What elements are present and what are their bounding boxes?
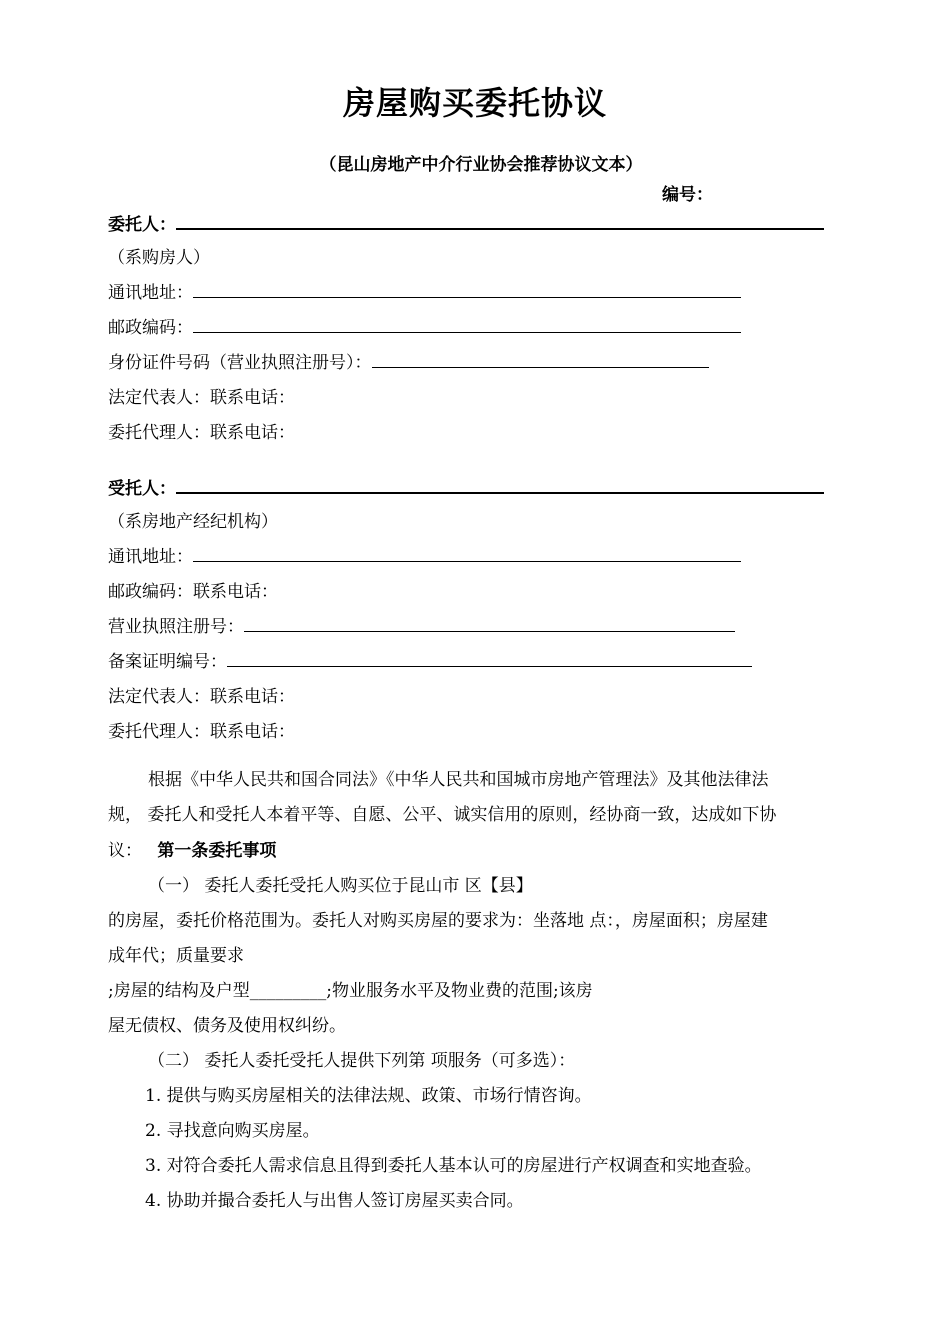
intro-line-1: 根据《中华人民共和国合同法》《中华人民共和国城市房地产管理法》及其他法律法 — [148, 770, 769, 790]
principal-id-row — [108, 348, 709, 373]
trustee-address-field[interactable] — [193, 543, 741, 562]
trustee-row — [108, 472, 824, 499]
principal-postcode-row — [108, 313, 741, 338]
item-1-line-5: 屋无债权、债务及使用权纠纷。 — [108, 1016, 346, 1036]
number-label: 编号： — [662, 185, 713, 205]
service-item-4: 4. 协助并撮合委托人与出售人签订房屋买卖合同。 — [145, 1191, 524, 1211]
article-1-heading: 第一条委托事项 — [157, 841, 277, 861]
trustee-license-field[interactable] — [244, 613, 735, 632]
trustee-address-row — [108, 542, 741, 567]
item-1-line-4: ;房屋的结构及户型_________;物业服务水平及物业费的范围;该房 — [108, 981, 593, 1001]
trustee-filing-row — [108, 647, 752, 672]
item-1-line-1: （一） 委托人委托受托人购买位于昆山市 区【县】 — [148, 876, 533, 896]
intro-line-3 — [108, 836, 276, 861]
principal-name-field[interactable] — [176, 208, 824, 230]
trustee-filing-field[interactable] — [227, 648, 752, 667]
item-2: （二） 委托人委托受托人提供下列第 项服务（可多选）： — [148, 1051, 576, 1071]
principal-note: （系购房人） — [108, 248, 210, 268]
principal-row — [108, 208, 824, 235]
trustee-filing-label: 备案证明编号： — [108, 652, 227, 672]
service-item-3: 3. 对符合委托人需求信息且得到委托人基本认可的房屋进行产权调查和实地查验。 — [145, 1156, 762, 1176]
trustee-postcode-phone: 邮政编码：联系电话： — [108, 582, 278, 602]
service-item-2: 2. 寻找意向购买房屋。 — [145, 1121, 320, 1141]
principal-postcode-label: 邮政编码： — [108, 318, 193, 338]
document-subtitle: （昆山房地产中介行业协会推荐协议文本） — [319, 155, 643, 175]
principal-address-row — [108, 278, 741, 303]
principal-agent: 委托代理人：联系电话： — [108, 423, 295, 443]
principal-id-field[interactable] — [372, 349, 709, 368]
intro-line-3-text: 议： — [108, 841, 142, 861]
trustee-name-field[interactable] — [176, 472, 824, 494]
trustee-license-row — [108, 612, 735, 637]
trustee-license-label: 营业执照注册号： — [108, 617, 244, 637]
principal-address-label: 通讯地址： — [108, 283, 193, 303]
intro-line-2: 规， 委托人和受托人本着平等、自愿、公平、诚实信用的原则，经协商一致，达成如下协 — [108, 805, 777, 825]
trustee-agent: 委托代理人：联系电话： — [108, 722, 295, 742]
principal-postcode-field[interactable] — [193, 314, 741, 333]
principal-legal-rep: 法定代表人：联系电话： — [108, 388, 295, 408]
principal-heading: 委托人： — [108, 215, 176, 235]
item-1-line-3: 成年代；质量要求 — [108, 946, 244, 966]
principal-address-field[interactable] — [193, 279, 741, 298]
trustee-heading: 受托人： — [108, 479, 176, 499]
trustee-legal-rep: 法定代表人：联系电话： — [108, 687, 295, 707]
service-item-1: 1. 提供与购买房屋相关的法律法规、政策、市场行情咨询。 — [145, 1086, 592, 1106]
trustee-note: （系房地产经纪机构） — [108, 512, 278, 532]
trustee-address-label: 通讯地址： — [108, 547, 193, 567]
principal-id-label: 身份证件号码（营业执照注册号）： — [108, 353, 372, 373]
document-title: 房屋购买委托协议 — [342, 84, 607, 122]
item-1-line-2: 的房屋，委托价格范围为。委托人对购买房屋的要求为：坐落地 点：，房屋面积；房屋建 — [108, 911, 768, 931]
